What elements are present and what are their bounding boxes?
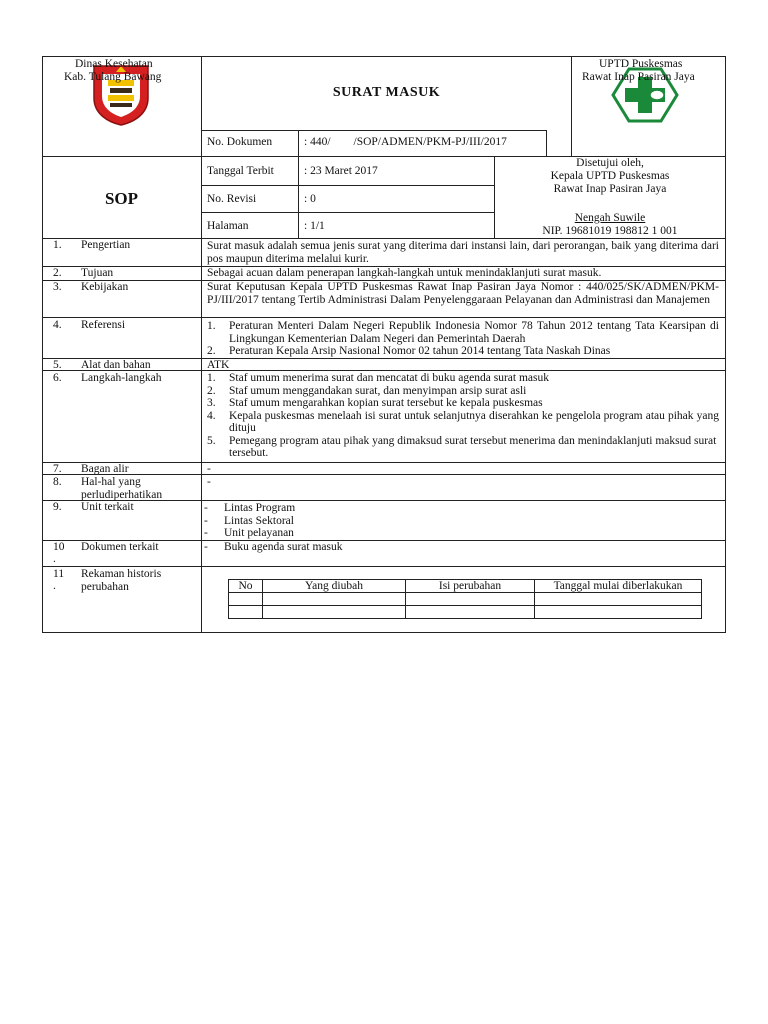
list-item: - Buku agenda surat masuk bbox=[202, 541, 702, 554]
section-text: Sebagai acuan dalam penerapan langkah-langkah untuk menindaklanjuti surat masuk. bbox=[207, 267, 602, 279]
table-header: Tanggal mulai diberlakukan bbox=[535, 580, 702, 593]
left-org-line2: Kab. Tulang Bawang bbox=[64, 71, 162, 83]
table-header: No bbox=[229, 580, 263, 593]
table-row bbox=[229, 606, 702, 619]
doc-number-value: : 440/ /SOP/ADMEN/PKM-PJ/III/2017 bbox=[304, 136, 507, 148]
section-text: - bbox=[207, 476, 211, 488]
left-org-line1: Dinas Kesehatan bbox=[75, 58, 153, 70]
section-label: Bagan alir bbox=[81, 463, 129, 475]
issue-date-value: : 23 Maret 2017 bbox=[304, 165, 378, 177]
steps-list bbox=[207, 372, 719, 460]
section-text: Surat masuk adalah semua jenis surat yang diterima dari instansi lain, dari perorangan, baik yang diterima dari pos maupun diterima melalui kurir. bbox=[207, 240, 719, 265]
section-number: 2. bbox=[53, 267, 62, 279]
list-item: 3. Staf umum mengarahkan kopian surat tersebut ke kepala puskesmas bbox=[207, 397, 543, 409]
section-label: Referensi bbox=[81, 319, 126, 331]
list-item: - Lintas Program bbox=[202, 502, 702, 515]
table-header: Isi perubahan bbox=[406, 580, 535, 593]
section-number: 3. bbox=[53, 281, 62, 293]
section-label: Unit terkait bbox=[81, 501, 134, 513]
list-item: - Lintas Sektoral bbox=[202, 515, 702, 528]
section-number: 4. bbox=[53, 319, 62, 331]
right-org-line2: Rawat Inap Pasiran Jaya bbox=[582, 71, 695, 83]
revision-label: No. Revisi bbox=[207, 193, 257, 205]
section-number: 11 . bbox=[53, 568, 65, 592]
table-header: Yang diubah bbox=[263, 580, 406, 593]
section-text: - bbox=[207, 463, 211, 475]
section-label: Alat dan bahan bbox=[81, 359, 151, 371]
issue-date-label: Tanggal Terbit bbox=[207, 165, 274, 177]
document-title: SURAT MASUK bbox=[332, 85, 441, 100]
section-number: 6. bbox=[53, 372, 62, 384]
approval-line2: Kepala UPTD Puskesmas bbox=[550, 170, 670, 182]
list-item: 5. Pemegang program atau pihak yang dimaksud surat tersebut menerima dan menindaklanjuti maksud surat tersebut. bbox=[207, 434, 717, 459]
list-item: 4. Kepala puskesmas menelaah isi surat untuk selanjutnya diserahkan ke pengelola program atau pihak yang dituju bbox=[207, 409, 719, 434]
section-label: Langkah-langkah bbox=[81, 372, 162, 384]
table-row bbox=[229, 593, 702, 606]
section-label: Dokumen terkait bbox=[81, 541, 159, 553]
doc-number-label: No. Dokumen bbox=[207, 136, 273, 148]
list-item: 1. Staf umum menerima surat dan mencatat di buku agenda surat masuk bbox=[207, 372, 549, 384]
history-table bbox=[228, 579, 702, 619]
list-item: 2. Staf umum menggandakan surat, dan menyimpan arsip surat asli bbox=[207, 384, 527, 397]
approval-line3: Rawat Inap Pasiran Jaya bbox=[553, 183, 667, 195]
section-number: 9. bbox=[53, 501, 62, 513]
approver-nip: NIP. 19681019 198812 1 001 bbox=[542, 225, 678, 237]
section-number: 1. bbox=[53, 239, 62, 251]
section-label: Kebijakan bbox=[81, 281, 129, 293]
unit-list bbox=[202, 502, 702, 540]
list-item: - Unit pelayanan bbox=[202, 527, 702, 540]
page-label: Halaman bbox=[207, 220, 249, 232]
section-label: Pengertian bbox=[81, 239, 131, 251]
right-org-line1: UPTD Puskesmas bbox=[599, 58, 683, 70]
section-number: 5. bbox=[53, 359, 62, 371]
list-item: 1. Peraturan Menteri Dalam Negeri Republik Indonesia Nomor 78 Tahun 2012 tentang Tata Kearsipan di Lingkungan Kementerian Dalam Negeri dan Pemerintah Daerah bbox=[207, 320, 719, 345]
reference-list bbox=[207, 320, 719, 358]
section-label: Tujuan bbox=[81, 267, 114, 279]
page-value: : 1/1 bbox=[304, 220, 325, 232]
revision-value: : 0 bbox=[304, 193, 316, 205]
section-label: Rekaman historis perubahan bbox=[81, 568, 162, 593]
sop-label: SOP bbox=[104, 189, 139, 208]
section-number: 7. bbox=[53, 463, 62, 475]
section-number: 8. bbox=[53, 476, 62, 488]
section-label: Hal-hal yang perludiperhatikan bbox=[81, 476, 163, 501]
approval-line1: Disetujui oleh, bbox=[576, 157, 644, 169]
section-text: ATK bbox=[207, 359, 230, 371]
section-number: 10 . bbox=[53, 541, 65, 565]
list-item: 2. Peraturan Kepala Arsip Nasional Nomor 02 tahun 2014 tentang Tata Naskah Dinas bbox=[207, 345, 611, 357]
document-list bbox=[202, 541, 702, 554]
approver-name: Nengah Suwile bbox=[574, 212, 646, 224]
section-text: Surat Keputusan Kepala UPTD Puskesmas Rawat Inap Pasiran Jaya Nomor : 440/025/SK/ADMEN/PKM-PJ/III/2017 tentang Tertib Administrasi Dalam Penyelenggaraan Pelayanan dan Administrasi dan Manajemen bbox=[207, 281, 719, 306]
